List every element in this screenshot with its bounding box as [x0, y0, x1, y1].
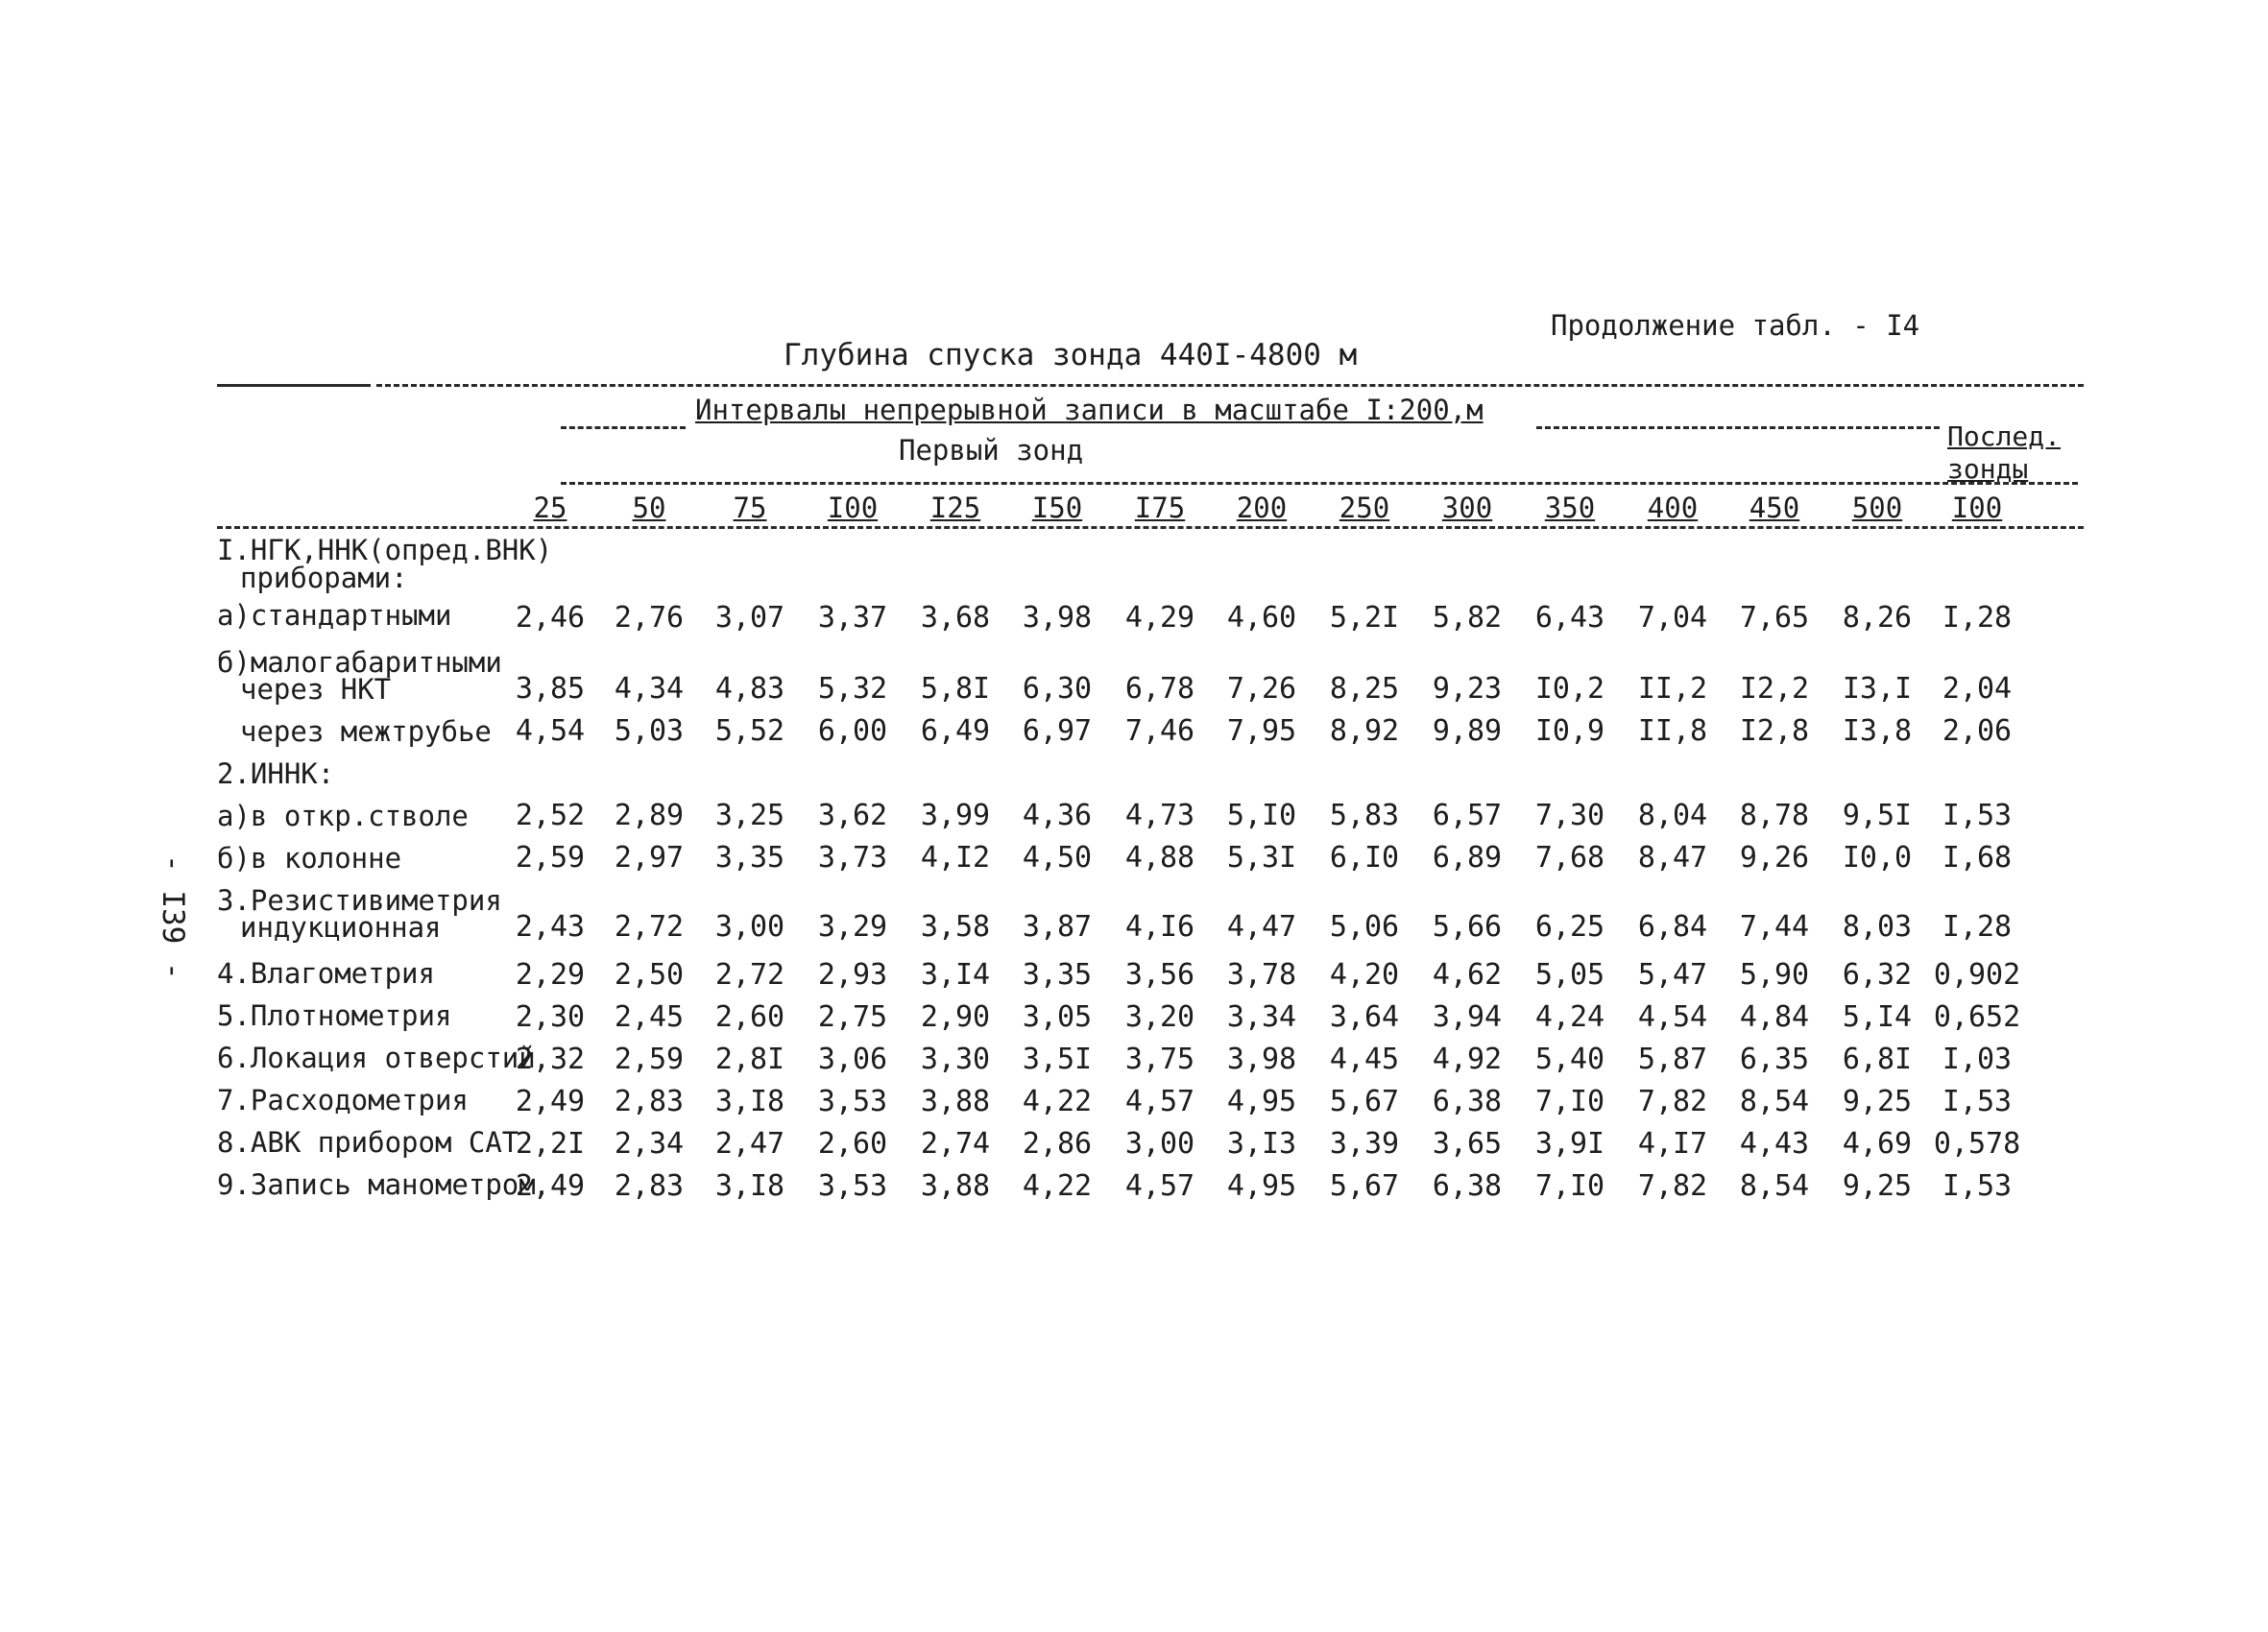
table-cell: 6,78 [1124, 672, 1195, 706]
table-cell: 2,49 [515, 1085, 586, 1118]
table-cell: 5,90 [1739, 958, 1810, 992]
table-cell: 3,87 [1022, 910, 1093, 944]
column-header: I50 [1031, 492, 1083, 524]
table-cell: 4,69 [1842, 1127, 1913, 1161]
table-cell: 4,95 [1226, 1169, 1297, 1203]
row-label: I.НГК,ННК(опред.ВНК) [217, 534, 553, 566]
table-cell: 5,06 [1329, 910, 1400, 944]
table-cell: 6,43 [1534, 601, 1605, 635]
table-cell: 2,72 [614, 910, 685, 944]
table-cell: 2,30 [515, 1000, 586, 1034]
table-cell: I,03 [1942, 1043, 2013, 1076]
table-cell: 2,52 [515, 799, 586, 832]
table-cell: 5,82 [1432, 601, 1503, 635]
column-header: 500 [1851, 492, 1903, 524]
table-cell: I,68 [1942, 841, 2013, 875]
table-cell: 4,22 [1022, 1085, 1093, 1118]
table-cell: 5,8I [920, 672, 991, 706]
table-cell: 6,I0 [1329, 841, 1400, 875]
table-cell: 4,47 [1226, 910, 1297, 944]
row-label: 8.АВК прибором САТ [217, 1126, 519, 1159]
table-cell: 2,59 [515, 841, 586, 875]
table-cell: 3,94 [1432, 1000, 1503, 1034]
table-cell: 3,73 [817, 841, 888, 875]
table-cell: 6,00 [817, 714, 888, 748]
table-cell: 2,93 [817, 958, 888, 992]
table-cell: 3,25 [714, 799, 785, 832]
table-cell: 7,68 [1534, 841, 1605, 875]
table-cell: 3,I3 [1226, 1127, 1297, 1161]
table-cell: 3,99 [920, 799, 991, 832]
table-cell: 3,05 [1022, 1000, 1093, 1034]
table-cell: 5,66 [1432, 910, 1503, 944]
table-cell: 5,32 [817, 672, 888, 706]
table-cell: 5,83 [1329, 799, 1400, 832]
table-cell: I,53 [1942, 1169, 2013, 1203]
table-cell: 8,25 [1329, 672, 1400, 706]
table-cell: 5,52 [714, 714, 785, 748]
table-cell: 5,67 [1329, 1169, 1400, 1203]
table-cell: 6,89 [1432, 841, 1503, 875]
table-cell: 6,38 [1432, 1169, 1503, 1203]
table-cell: I0,2 [1534, 672, 1605, 706]
row-label: через НКТ [240, 673, 392, 706]
table-cell: II,8 [1637, 714, 1708, 748]
table-cell: 2,75 [817, 1000, 888, 1034]
table-cell: 4,95 [1226, 1085, 1297, 1118]
table-cell: 2,83 [614, 1085, 685, 1118]
table-cell: 3,29 [817, 910, 888, 944]
table-cell: 2,32 [515, 1043, 586, 1076]
table-cell: 3,68 [920, 601, 991, 635]
table-cell: 7,30 [1534, 799, 1605, 832]
column-header: I00 [1951, 492, 2003, 524]
table-cell: 3,56 [1124, 958, 1195, 992]
table-cell: 4,29 [1124, 601, 1195, 635]
table-cell: 3,I8 [714, 1085, 785, 1118]
table-cell: 4,22 [1022, 1169, 1093, 1203]
table-cell: I,53 [1942, 799, 2013, 832]
row-label: б)малогабаритными [217, 646, 502, 679]
table-cell: 8,04 [1637, 799, 1708, 832]
table-title: Глубина спуска зонда 440I-4800 м [784, 338, 1358, 372]
table-cell: 4,34 [614, 672, 685, 706]
table-cell: 2,74 [920, 1127, 991, 1161]
table-cell: 3,9I [1534, 1127, 1605, 1161]
table-cell: 2,45 [614, 1000, 685, 1034]
table-cell: 5,67 [1329, 1085, 1400, 1118]
table-cell: 4,43 [1739, 1127, 1810, 1161]
table-cell: 3,30 [920, 1043, 991, 1076]
row-label: 9.Запись манометром [217, 1168, 536, 1201]
table-cell: 3,35 [714, 841, 785, 875]
row-label: 3.Резистивиметрия [217, 884, 502, 917]
column-header: 75 [733, 492, 767, 524]
table-cell: 4,54 [1637, 1000, 1708, 1034]
row-label: а)стандартными [217, 599, 452, 632]
table-cell: 2,8I [714, 1043, 785, 1076]
table-cell: 2,59 [614, 1043, 685, 1076]
table-cell: 2,47 [714, 1127, 785, 1161]
table-cell: 8,78 [1739, 799, 1810, 832]
table-cell: 4,24 [1534, 1000, 1605, 1034]
table-cell: 5,I0 [1226, 799, 1297, 832]
table-cell: 2,60 [817, 1127, 888, 1161]
table-cell: 5,2I [1329, 601, 1400, 635]
table-cell: 6,35 [1739, 1043, 1810, 1076]
table-cell: 4,I2 [920, 841, 991, 875]
table-cell: 3,07 [714, 601, 785, 635]
table-cell: 3,00 [1124, 1127, 1195, 1161]
table-cell: 3,00 [714, 910, 785, 944]
table-cell: 9,25 [1842, 1085, 1913, 1118]
table-cell: 3,98 [1226, 1043, 1297, 1076]
table-cell: 4,57 [1124, 1169, 1195, 1203]
table-cell: 8,03 [1842, 910, 1913, 944]
column-header: 450 [1749, 492, 1800, 524]
table-cell: 8,54 [1739, 1169, 1810, 1203]
table-cell: 3,85 [515, 672, 586, 706]
top-rule [376, 384, 2084, 387]
table-cell: 3,39 [1329, 1127, 1400, 1161]
table-cell: 2,46 [515, 601, 586, 635]
top-rule-solid [217, 384, 371, 387]
table-cell: 8,26 [1842, 601, 1913, 635]
table-cell: 6,57 [1432, 799, 1503, 832]
table-cell: 2,06 [1942, 714, 2013, 748]
table-cell: 2,29 [515, 958, 586, 992]
table-cell: I3,8 [1842, 714, 1913, 748]
table-cell: 9,89 [1432, 714, 1503, 748]
table-cell: 7,95 [1226, 714, 1297, 748]
table-cell: 6,38 [1432, 1085, 1503, 1118]
table-cell: 3,I4 [920, 958, 991, 992]
table-cell: 3,62 [817, 799, 888, 832]
table-cell: 3,58 [920, 910, 991, 944]
last-probes-header [1947, 420, 2061, 486]
row-label: 6.Локация отверстий [217, 1042, 536, 1074]
table-cell: 3,64 [1329, 1000, 1400, 1034]
intervals-header: Интервалы непрерывной записи в масштабе I:200,м [695, 394, 1484, 426]
column-header: 400 [1647, 492, 1699, 524]
table-cell: 4,54 [515, 714, 586, 748]
table-cell: 4,36 [1022, 799, 1093, 832]
table-cell: 6,30 [1022, 672, 1093, 706]
table-cell: 5,03 [614, 714, 685, 748]
table-cell: 3,88 [920, 1169, 991, 1203]
table-cell: 5,87 [1637, 1043, 1708, 1076]
page-number: - I39 - [156, 854, 190, 980]
column-header: 200 [1236, 492, 1288, 524]
table-cell: 4,57 [1124, 1085, 1195, 1118]
table-cell: 7,46 [1124, 714, 1195, 748]
table-cell: I2,2 [1739, 672, 1810, 706]
row-label: приборами: [240, 562, 408, 594]
column-header: 50 [632, 492, 666, 524]
table-cell: 5,40 [1534, 1043, 1605, 1076]
row-label: 2.ИННК: [217, 757, 335, 790]
table-cell: 3,5I [1022, 1043, 1093, 1076]
table-cell: 3,37 [817, 601, 888, 635]
table-cell: 5,05 [1534, 958, 1605, 992]
table-cell: 2,86 [1022, 1127, 1093, 1161]
table-cell: 7,04 [1637, 601, 1708, 635]
row-label: 5.Плотнометрия [217, 999, 452, 1032]
table-cell: 8,92 [1329, 714, 1400, 748]
first-probe-header: Первый зонд [899, 434, 1084, 467]
table-cell: 8,47 [1637, 841, 1708, 875]
table-cell: 6,49 [920, 714, 991, 748]
column-header: 250 [1339, 492, 1390, 524]
table-cell: 4,20 [1329, 958, 1400, 992]
table-cell: I,28 [1942, 910, 2013, 944]
column-header: I25 [929, 492, 981, 524]
table-cell: 3,35 [1022, 958, 1093, 992]
table-cell: 4,84 [1739, 1000, 1810, 1034]
last-probes-line1: Послед. [1947, 420, 2062, 452]
table-cell: 2,83 [614, 1169, 685, 1203]
table-cell: 7,65 [1739, 601, 1810, 635]
table-cell: 0,902 [1933, 958, 2021, 992]
table-cell: 6,84 [1637, 910, 1708, 944]
table-cell: 5,I4 [1842, 1000, 1913, 1034]
last-probes-line2: зонды [1947, 453, 2029, 485]
table-cell: 0,652 [1933, 1000, 2021, 1034]
table-cell: 6,97 [1022, 714, 1093, 748]
table-cell: 6,32 [1842, 958, 1913, 992]
table-cell: 4,83 [714, 672, 785, 706]
table-cell: 3,98 [1022, 601, 1093, 635]
table-cell: 3,88 [920, 1085, 991, 1118]
table-cell: 2,72 [714, 958, 785, 992]
table-cell: 3,I8 [714, 1169, 785, 1203]
table-cell: 9,25 [1842, 1169, 1913, 1203]
table-cell: 2,89 [614, 799, 685, 832]
table-cell: 7,82 [1637, 1169, 1708, 1203]
table-cell: 4,62 [1432, 958, 1503, 992]
table-cell: 3,53 [817, 1085, 888, 1118]
continuation-note: Продолжение табл. - I4 [1551, 309, 1920, 342]
table-cell: 2,97 [614, 841, 685, 875]
table-cell: I3,I [1842, 672, 1913, 706]
row-label: индукционная [240, 911, 442, 944]
table-cell: 3,78 [1226, 958, 1297, 992]
table-cell: 9,23 [1432, 672, 1503, 706]
row-label: а)в откр.стволе [217, 800, 469, 832]
table-cell: 4,50 [1022, 841, 1093, 875]
table-cell: 2,60 [714, 1000, 785, 1034]
table-cell: I2,8 [1739, 714, 1810, 748]
table-cell: 2,04 [1942, 672, 2013, 706]
table-cell: 4,88 [1124, 841, 1195, 875]
table-cell: 3,65 [1432, 1127, 1503, 1161]
intervals-rule-right [1536, 426, 1940, 429]
column-header: 300 [1441, 492, 1493, 524]
table-cell: 5,3I [1226, 841, 1297, 875]
row-label: через межтрубье [240, 715, 492, 748]
table-cell: II,2 [1637, 672, 1708, 706]
table-cell: 6,25 [1534, 910, 1605, 944]
row-label: 4.Влагометрия [217, 957, 435, 990]
header-bottom-rule [217, 526, 2084, 529]
table-cell: 4,92 [1432, 1043, 1503, 1076]
row-label: 7.Расходометрия [217, 1084, 469, 1116]
column-header: I00 [827, 492, 879, 524]
table-cell: 2,76 [614, 601, 685, 635]
table-cell: I,28 [1942, 601, 2013, 635]
table-cell: I0,0 [1842, 841, 1913, 875]
table-cell: 6,8I [1842, 1043, 1913, 1076]
table-cell: 2,34 [614, 1127, 685, 1161]
table-cell: 8,54 [1739, 1085, 1810, 1118]
table-cell: 7,82 [1637, 1085, 1708, 1118]
table-cell: 5,47 [1637, 958, 1708, 992]
table-cell: 4,73 [1124, 799, 1195, 832]
table-cell: 2,43 [515, 910, 586, 944]
table-cell: 7,44 [1739, 910, 1810, 944]
table-cell: 3,53 [817, 1169, 888, 1203]
table-cell: 2,2I [515, 1127, 586, 1161]
table-cell: I0,9 [1534, 714, 1605, 748]
table-cell: 9,5I [1842, 799, 1913, 832]
table-cell: 3,20 [1124, 1000, 1195, 1034]
table-cell: 4,I7 [1637, 1127, 1708, 1161]
table-cell: 3,06 [817, 1043, 888, 1076]
table-cell: 7,I0 [1534, 1169, 1605, 1203]
table-cell: 2,49 [515, 1169, 586, 1203]
table-cell: 4,I6 [1124, 910, 1195, 944]
table-cell: 3,34 [1226, 1000, 1297, 1034]
table-cell: 2,90 [920, 1000, 991, 1034]
intervals-rule-left [561, 426, 686, 429]
probe-rule [561, 482, 2078, 485]
table-cell: 2,50 [614, 958, 685, 992]
table-cell: 0,578 [1933, 1127, 2021, 1161]
table-cell: 7,I0 [1534, 1085, 1605, 1118]
table-cell: 4,45 [1329, 1043, 1400, 1076]
column-header: 350 [1544, 492, 1596, 524]
table-cell: 9,26 [1739, 841, 1810, 875]
table-cell: 7,26 [1226, 672, 1297, 706]
column-header: I75 [1134, 492, 1186, 524]
row-label: б)в колонне [217, 842, 402, 875]
table-cell: 3,75 [1124, 1043, 1195, 1076]
table-cell: I,53 [1942, 1085, 2013, 1118]
column-header: 25 [533, 492, 567, 524]
table-cell: 4,60 [1226, 601, 1297, 635]
